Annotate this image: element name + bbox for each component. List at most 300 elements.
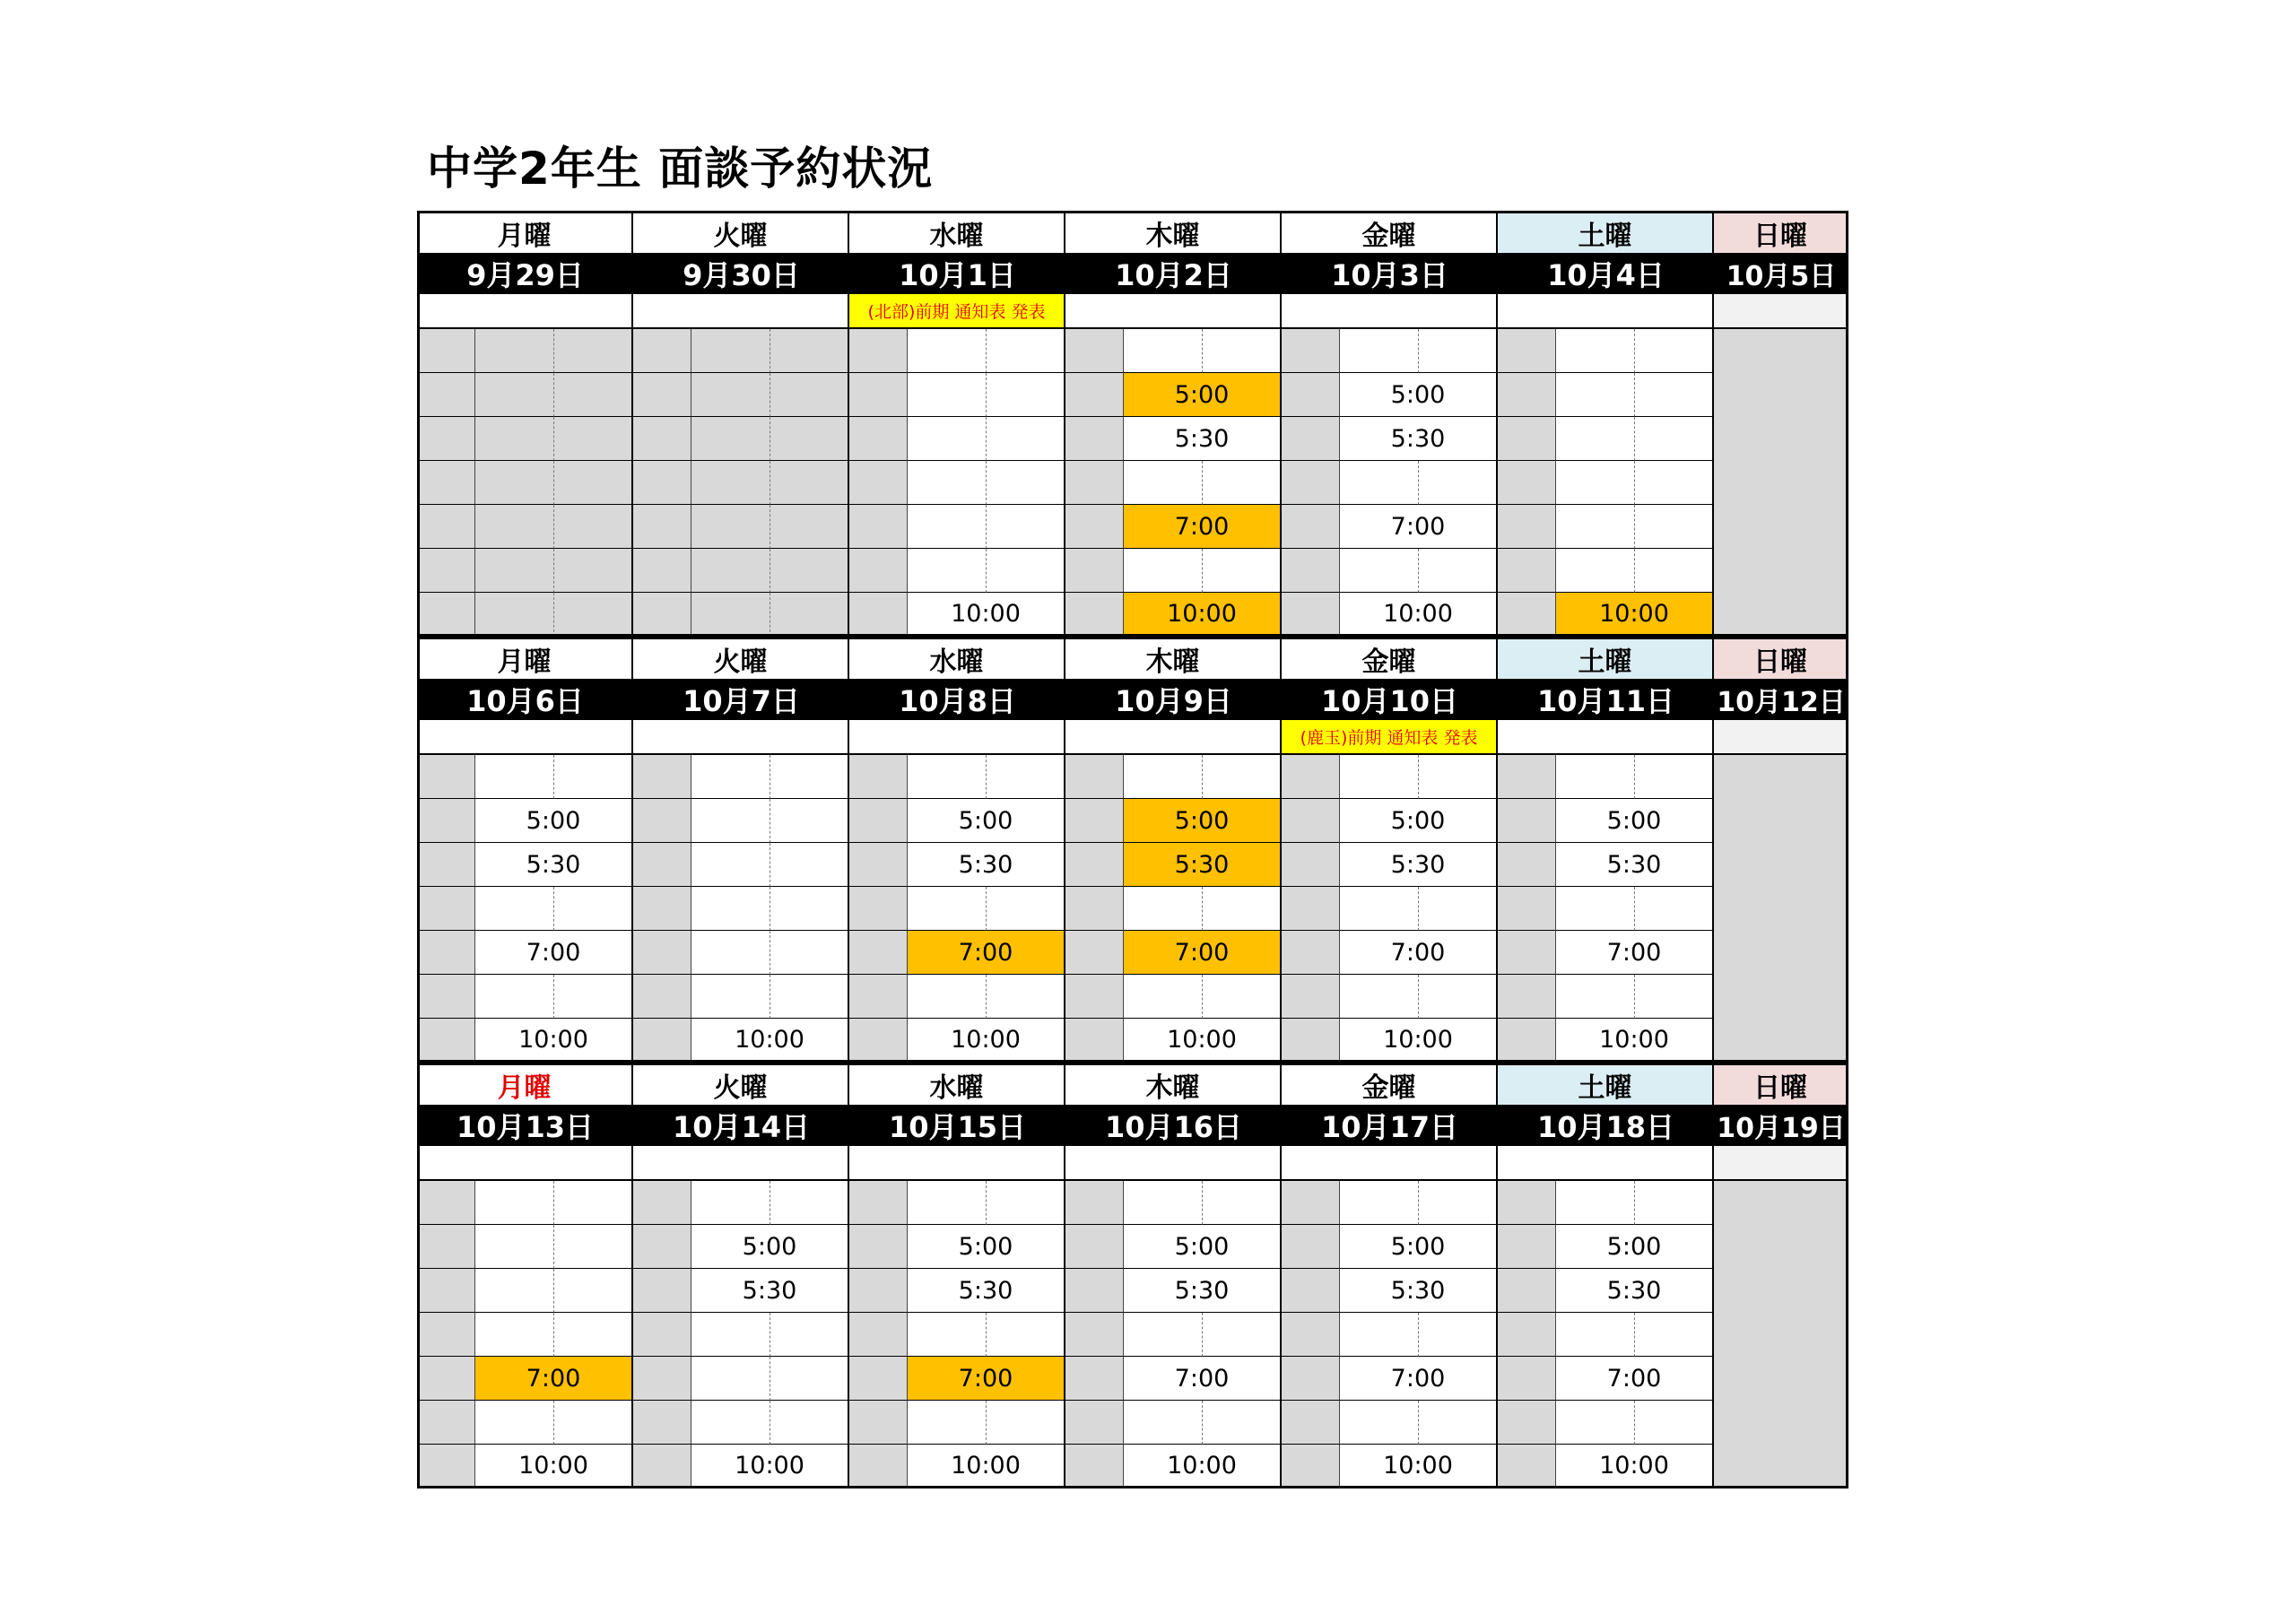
slot-cell[interactable] xyxy=(1124,887,1203,931)
slot-cell[interactable] xyxy=(475,1225,554,1269)
slot-margin xyxy=(1282,1019,1340,1063)
date-label: 10月2日 xyxy=(1065,253,1282,294)
slot-margin xyxy=(633,975,691,1019)
slot-cell[interactable] xyxy=(1635,549,1714,593)
slot-cell[interactable] xyxy=(1419,461,1498,505)
slot-cell xyxy=(691,505,770,549)
slot-cell[interactable] xyxy=(1203,329,1282,373)
slot-cell[interactable] xyxy=(1556,329,1635,373)
slot-margin xyxy=(1498,1181,1556,1225)
time-slot[interactable]: 5:30 xyxy=(908,843,1065,887)
time-slot[interactable]: 5:00 xyxy=(1340,373,1498,417)
slot-cell[interactable] xyxy=(1419,755,1498,799)
time-slot[interactable]: 5:30 xyxy=(1340,843,1498,887)
time-slot[interactable]: 5:00 xyxy=(1124,1225,1282,1269)
slot-margin xyxy=(633,1445,691,1488)
slot-margin xyxy=(849,755,908,799)
slot-cell[interactable] xyxy=(1203,461,1282,505)
slot-cell[interactable] xyxy=(1556,1181,1635,1225)
slot-cell[interactable] xyxy=(554,1225,633,1269)
slot-cell[interactable] xyxy=(908,1181,987,1225)
note-cell xyxy=(633,720,849,755)
slot-cell[interactable] xyxy=(1124,1401,1203,1445)
slot-cell[interactable] xyxy=(475,975,554,1019)
time-slot[interactable]: 10:00 xyxy=(1340,593,1498,637)
slot-cell[interactable] xyxy=(1340,1313,1419,1357)
slot-cell[interactable] xyxy=(1340,887,1419,931)
slot-cell[interactable] xyxy=(1556,505,1635,549)
slot-cell[interactable] xyxy=(770,843,849,887)
weekday-label: 土曜 xyxy=(1498,637,1714,679)
slot-cell[interactable] xyxy=(1124,549,1203,593)
slot-cell[interactable] xyxy=(1419,549,1498,593)
slot-margin xyxy=(1282,799,1340,843)
slot-cell[interactable] xyxy=(770,1401,849,1445)
date-label: 10月4日 xyxy=(1498,253,1714,294)
slot-cell[interactable] xyxy=(691,1181,770,1225)
time-slot[interactable]: 7:00 xyxy=(1556,1357,1714,1401)
slot-cell[interactable] xyxy=(1556,417,1635,461)
weekday-label: 土曜 xyxy=(1498,211,1714,253)
slot-margin xyxy=(417,593,475,637)
slot-cell[interactable] xyxy=(1635,887,1714,931)
weekday-label: 水曜 xyxy=(849,211,1065,253)
slot-cell[interactable] xyxy=(908,461,987,505)
slot-cell[interactable] xyxy=(770,1313,849,1357)
slot-cell[interactable] xyxy=(1124,461,1203,505)
weekday-label: 火曜 xyxy=(633,211,849,253)
note-cell xyxy=(1065,720,1282,755)
slot-cell[interactable] xyxy=(1340,549,1419,593)
slot-margin xyxy=(849,549,908,593)
time-slot[interactable]: 5:30 xyxy=(1124,417,1282,461)
slot-margin xyxy=(1065,1401,1124,1445)
slot-cell[interactable] xyxy=(1556,549,1635,593)
time-slot[interactable]: 5:00 xyxy=(1556,799,1714,843)
slot-cell[interactable] xyxy=(1419,329,1498,373)
slot-margin xyxy=(417,549,475,593)
slot-cell[interactable] xyxy=(1203,1401,1282,1445)
slot-cell[interactable] xyxy=(691,1357,770,1401)
slot-margin xyxy=(1065,461,1124,505)
time-slot[interactable]: 10:00 xyxy=(1124,1019,1282,1063)
slot-margin xyxy=(1282,1269,1340,1313)
slot-cell[interactable] xyxy=(908,1313,987,1357)
note-cell xyxy=(1498,720,1714,755)
slot-cell[interactable] xyxy=(908,975,987,1019)
slot-margin xyxy=(417,1225,475,1269)
time-slot[interactable]: 7:00 xyxy=(1124,1357,1282,1401)
slot-cell[interactable] xyxy=(554,755,633,799)
slot-cell[interactable] xyxy=(475,1401,554,1445)
weekday-label: 火曜 xyxy=(633,1063,849,1105)
slot-margin xyxy=(849,887,908,931)
slot-cell[interactable] xyxy=(475,1313,554,1357)
time-slot[interactable]: 5:00 xyxy=(908,799,1065,843)
time-slot[interactable]: 5:00 xyxy=(1340,799,1498,843)
slot-margin xyxy=(417,843,475,887)
slot-cell[interactable] xyxy=(987,461,1065,505)
slot-cell[interactable] xyxy=(1635,755,1714,799)
date-label: 10月17日 xyxy=(1282,1105,1498,1146)
slot-cell[interactable] xyxy=(987,975,1065,1019)
slot-cell xyxy=(691,417,770,461)
weekday-label: 日曜 xyxy=(1714,211,1848,253)
weekday-label: 月曜 xyxy=(417,211,633,253)
time-slot[interactable]: 7:00 xyxy=(1340,505,1498,549)
slot-cell[interactable] xyxy=(1124,329,1203,373)
slot-cell[interactable] xyxy=(908,505,987,549)
slot-cell[interactable] xyxy=(554,1401,633,1445)
time-slot[interactable]: 5:00 xyxy=(1556,1225,1714,1269)
slot-cell xyxy=(691,549,770,593)
slot-margin xyxy=(417,1401,475,1445)
slot-margin xyxy=(633,931,691,975)
note-cell xyxy=(849,720,1065,755)
time-slot[interactable]: 10:00 xyxy=(1556,1445,1714,1488)
slot-cell[interactable] xyxy=(1556,373,1635,417)
slot-margin xyxy=(1065,1225,1124,1269)
slot-cell[interactable] xyxy=(691,1401,770,1445)
slot-cell[interactable] xyxy=(987,1313,1065,1357)
slot-cell[interactable] xyxy=(554,887,633,931)
slot-cell[interactable] xyxy=(908,373,987,417)
date-label: 10月16日 xyxy=(1065,1105,1282,1146)
slot-margin xyxy=(417,329,475,373)
slot-cell[interactable] xyxy=(908,417,987,461)
slot-cell[interactable] xyxy=(1635,329,1714,373)
slot-margin xyxy=(1498,593,1556,637)
slot-margin xyxy=(849,461,908,505)
slot-margin xyxy=(1498,549,1556,593)
slot-margin xyxy=(633,887,691,931)
slot-cell[interactable] xyxy=(1556,461,1635,505)
slot-cell[interactable] xyxy=(770,799,849,843)
slot-cell[interactable] xyxy=(1635,461,1714,505)
slot-cell xyxy=(475,549,554,593)
slot-cell[interactable] xyxy=(1419,1401,1498,1445)
time-slot[interactable]: 5:30 xyxy=(475,843,633,887)
slot-margin xyxy=(417,1269,475,1313)
slot-cell[interactable] xyxy=(691,799,770,843)
booked-time-slot[interactable]: 7:00 xyxy=(475,1357,633,1401)
slot-cell[interactable] xyxy=(770,975,849,1019)
slot-margin xyxy=(633,1401,691,1445)
slot-cell[interactable] xyxy=(1124,975,1203,1019)
slot-margin xyxy=(1065,417,1124,461)
slot-margin xyxy=(849,1225,908,1269)
slot-cell[interactable] xyxy=(987,373,1065,417)
slot-margin xyxy=(1282,1313,1340,1357)
weekday-label: 日曜 xyxy=(1714,637,1848,679)
date-label: 10月14日 xyxy=(633,1105,849,1146)
time-slot[interactable]: 10:00 xyxy=(475,1445,633,1488)
slot-margin xyxy=(1065,755,1124,799)
slot-cell xyxy=(770,329,849,373)
slot-cell[interactable] xyxy=(1124,1313,1203,1357)
slot-margin xyxy=(417,887,475,931)
booked-time-slot[interactable]: 10:00 xyxy=(1124,593,1282,637)
note-cell xyxy=(1714,1146,1848,1181)
slot-cell[interactable] xyxy=(987,755,1065,799)
time-slot[interactable]: 7:00 xyxy=(1340,931,1498,975)
slot-margin xyxy=(849,799,908,843)
slot-margin xyxy=(1065,887,1124,931)
slot-cell[interactable] xyxy=(987,1181,1065,1225)
booked-time-slot[interactable]: 10:00 xyxy=(1556,593,1714,637)
slot-cell[interactable] xyxy=(1556,1313,1635,1357)
slot-cell[interactable] xyxy=(1203,755,1282,799)
slot-margin xyxy=(1498,1269,1556,1313)
slot-cell xyxy=(691,461,770,505)
slot-cell[interactable] xyxy=(1556,887,1635,931)
date-label: 9月30日 xyxy=(633,253,849,294)
slot-cell[interactable] xyxy=(770,931,849,975)
slot-cell[interactable] xyxy=(987,329,1065,373)
slot-cell[interactable] xyxy=(1556,975,1635,1019)
slot-margin xyxy=(633,1357,691,1401)
slot-margin xyxy=(633,329,691,373)
booked-time-slot[interactable]: 5:30 xyxy=(1124,843,1282,887)
slot-cell[interactable] xyxy=(1635,1401,1714,1445)
slot-cell[interactable] xyxy=(1635,505,1714,549)
slot-cell[interactable] xyxy=(554,1313,633,1357)
slot-cell[interactable] xyxy=(1203,1181,1282,1225)
slot-cell[interactable] xyxy=(691,975,770,1019)
slot-cell[interactable] xyxy=(1419,1313,1498,1357)
slot-cell[interactable] xyxy=(1635,373,1714,417)
slot-margin xyxy=(417,1445,475,1488)
slot-margin xyxy=(1498,1019,1556,1063)
slot-margin xyxy=(849,1401,908,1445)
slot-cell[interactable] xyxy=(908,329,987,373)
slot-cell[interactable] xyxy=(691,1313,770,1357)
slot-cell[interactable] xyxy=(475,755,554,799)
slot-cell[interactable] xyxy=(554,975,633,1019)
note-cell xyxy=(417,720,633,755)
slot-cell[interactable] xyxy=(1124,1181,1203,1225)
date-label: 10月13日 xyxy=(417,1105,633,1146)
note-cell xyxy=(417,294,633,329)
slot-cell[interactable] xyxy=(1419,1181,1498,1225)
time-slot[interactable]: 7:00 xyxy=(1340,1357,1498,1401)
slot-cell[interactable] xyxy=(1340,461,1419,505)
slot-cell[interactable] xyxy=(770,887,849,931)
slot-margin xyxy=(417,1357,475,1401)
slot-margin xyxy=(1065,593,1124,637)
slot-cell[interactable] xyxy=(987,1401,1065,1445)
slot-margin xyxy=(417,975,475,1019)
slot-margin xyxy=(1498,843,1556,887)
slot-cell[interactable] xyxy=(1203,1313,1282,1357)
slot-margin xyxy=(633,1019,691,1063)
slot-cell[interactable] xyxy=(1635,417,1714,461)
slot-cell[interactable] xyxy=(987,505,1065,549)
slot-margin xyxy=(1282,1357,1340,1401)
slot-cell[interactable] xyxy=(1203,549,1282,593)
time-slot[interactable]: 5:30 xyxy=(1556,843,1714,887)
slot-margin xyxy=(849,505,908,549)
note-cell xyxy=(1714,720,1848,755)
booked-time-slot[interactable]: 7:00 xyxy=(1124,931,1282,975)
time-slot[interactable]: 10:00 xyxy=(1340,1019,1498,1063)
time-slot[interactable]: 10:00 xyxy=(908,1445,1065,1488)
date-label: 9月29日 xyxy=(417,253,633,294)
time-slot[interactable]: 5:30 xyxy=(908,1269,1065,1313)
note-cell xyxy=(1714,294,1848,329)
slot-cell[interactable] xyxy=(475,887,554,931)
slot-cell xyxy=(475,373,554,417)
slot-margin xyxy=(1065,549,1124,593)
slot-cell[interactable] xyxy=(1556,755,1635,799)
slot-margin xyxy=(1282,975,1340,1019)
slot-margin xyxy=(1065,1445,1124,1488)
slot-margin xyxy=(849,1019,908,1063)
slot-cell[interactable] xyxy=(908,1401,987,1445)
time-slot[interactable]: 10:00 xyxy=(691,1019,849,1063)
time-slot[interactable]: 5:00 xyxy=(908,1225,1065,1269)
booked-time-slot[interactable]: 7:00 xyxy=(908,931,1065,975)
time-slot[interactable]: 10:00 xyxy=(1556,1019,1714,1063)
slot-margin xyxy=(417,931,475,975)
slot-cell[interactable] xyxy=(770,1181,849,1225)
slot-cell xyxy=(475,505,554,549)
time-slot[interactable]: 7:00 xyxy=(475,931,633,975)
slot-cell[interactable] xyxy=(691,755,770,799)
slot-margin xyxy=(1065,975,1124,1019)
slot-cell xyxy=(554,549,633,593)
slot-cell[interactable] xyxy=(554,1181,633,1225)
time-slot[interactable]: 10:00 xyxy=(908,1019,1065,1063)
slot-cell xyxy=(554,505,633,549)
slot-cell[interactable] xyxy=(770,755,849,799)
time-slot[interactable]: 5:00 xyxy=(691,1225,849,1269)
slot-cell[interactable] xyxy=(1203,975,1282,1019)
date-label: 10月7日 xyxy=(633,679,849,720)
time-slot[interactable]: 10:00 xyxy=(908,593,1065,637)
slot-margin xyxy=(1065,799,1124,843)
time-slot[interactable]: 5:30 xyxy=(1340,417,1498,461)
slot-cell[interactable] xyxy=(1340,1181,1419,1225)
booked-time-slot[interactable]: 5:00 xyxy=(1124,799,1282,843)
date-label: 10月15日 xyxy=(849,1105,1065,1146)
date-label: 10月5日 xyxy=(1714,253,1848,294)
slot-cell[interactable] xyxy=(1556,1401,1635,1445)
time-slot[interactable]: 10:00 xyxy=(1340,1445,1498,1488)
weekday-label: 木曜 xyxy=(1065,637,1282,679)
slot-cell[interactable] xyxy=(908,887,987,931)
slot-cell[interactable] xyxy=(475,1269,554,1313)
slot-cell[interactable] xyxy=(1635,1313,1714,1357)
slot-margin xyxy=(849,1181,908,1225)
slot-margin xyxy=(1065,1357,1124,1401)
slot-cell[interactable] xyxy=(475,1181,554,1225)
slot-margin xyxy=(417,1313,475,1357)
slot-cell[interactable] xyxy=(908,549,987,593)
time-slot[interactable]: 7:00 xyxy=(1556,931,1714,975)
slot-margin xyxy=(1065,1019,1124,1063)
note-cell xyxy=(1282,1146,1498,1181)
slot-cell xyxy=(554,461,633,505)
slot-cell[interactable] xyxy=(987,549,1065,593)
slot-margin xyxy=(1065,329,1124,373)
slot-cell[interactable] xyxy=(1340,1401,1419,1445)
time-slot[interactable]: 5:00 xyxy=(1340,1225,1498,1269)
note-cell xyxy=(633,294,849,329)
booked-time-slot[interactable]: 5:00 xyxy=(1124,373,1282,417)
time-slot[interactable]: 5:30 xyxy=(691,1269,849,1313)
slot-cell[interactable] xyxy=(987,417,1065,461)
closed-day-block xyxy=(1714,755,1848,1063)
time-slot[interactable]: 5:30 xyxy=(1556,1269,1714,1313)
time-slot[interactable]: 10:00 xyxy=(475,1019,633,1063)
weekday-label: 木曜 xyxy=(1065,1063,1282,1105)
slot-cell[interactable] xyxy=(1340,329,1419,373)
slot-cell[interactable] xyxy=(691,843,770,887)
time-slot[interactable]: 10:00 xyxy=(691,1445,849,1488)
slot-cell xyxy=(475,417,554,461)
slot-cell[interactable] xyxy=(1124,755,1203,799)
slot-cell xyxy=(554,417,633,461)
slot-margin xyxy=(1282,593,1340,637)
slot-cell[interactable] xyxy=(1635,1181,1714,1225)
weekday-label: 火曜 xyxy=(633,637,849,679)
booked-time-slot[interactable]: 7:00 xyxy=(908,1357,1065,1401)
slot-margin xyxy=(633,505,691,549)
slot-cell[interactable] xyxy=(691,931,770,975)
slot-cell[interactable] xyxy=(691,887,770,931)
slot-cell[interactable] xyxy=(1340,975,1419,1019)
slot-cell[interactable] xyxy=(1203,887,1282,931)
slot-cell xyxy=(770,593,849,637)
weekday-label: 水曜 xyxy=(849,1063,1065,1105)
slot-cell[interactable] xyxy=(908,755,987,799)
slot-cell[interactable] xyxy=(1635,975,1714,1019)
date-label: 10月8日 xyxy=(849,679,1065,720)
slot-margin xyxy=(1065,1313,1124,1357)
slot-margin xyxy=(849,593,908,637)
slot-cell[interactable] xyxy=(1340,755,1419,799)
slot-margin xyxy=(633,549,691,593)
slot-cell[interactable] xyxy=(554,1269,633,1313)
slot-cell[interactable] xyxy=(770,1357,849,1401)
slot-cell xyxy=(691,593,770,637)
event-note: (鹿玉)前期 通知表 発表 xyxy=(1282,720,1498,755)
slot-margin xyxy=(1282,887,1340,931)
slot-margin xyxy=(1065,1181,1124,1225)
slot-margin xyxy=(633,1313,691,1357)
slot-margin xyxy=(1065,843,1124,887)
slot-cell xyxy=(770,461,849,505)
slot-margin xyxy=(633,843,691,887)
slot-cell xyxy=(554,593,633,637)
booked-time-slot[interactable]: 7:00 xyxy=(1124,505,1282,549)
schedule-table xyxy=(417,211,1848,1510)
event-note: (北部)前期 通知表 発表 xyxy=(849,294,1065,329)
slot-cell[interactable] xyxy=(1419,975,1498,1019)
date-label: 10月10日 xyxy=(1282,679,1498,720)
slot-margin xyxy=(417,373,475,417)
time-slot[interactable]: 5:30 xyxy=(1340,1269,1498,1313)
slot-cell xyxy=(770,549,849,593)
note-cell xyxy=(1065,294,1282,329)
time-slot[interactable]: 5:30 xyxy=(1124,1269,1282,1313)
slot-cell[interactable] xyxy=(1419,887,1498,931)
time-slot[interactable]: 5:00 xyxy=(475,799,633,843)
time-slot[interactable]: 10:00 xyxy=(1124,1445,1282,1488)
slot-margin xyxy=(1282,1181,1340,1225)
slot-cell[interactable] xyxy=(987,887,1065,931)
